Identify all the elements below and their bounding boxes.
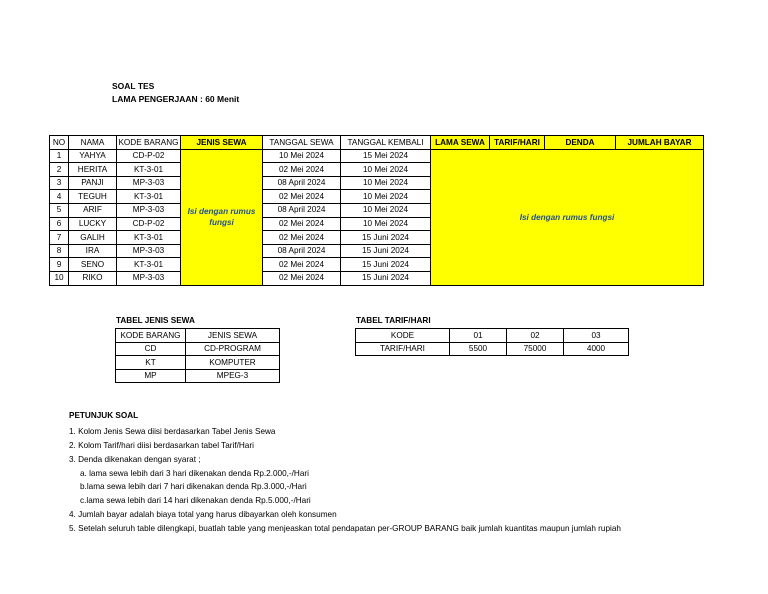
cell-tanggal-kembali: 15 Juni 2024 <box>341 258 431 272</box>
table-row <box>50 149 704 163</box>
table-row <box>356 342 629 356</box>
doc-title: SOAL TES <box>112 81 155 91</box>
cell-nama: SENO <box>69 258 117 272</box>
cell-no: 2 <box>50 163 69 177</box>
cell-tanggal-sewa: 02 Mei 2024 <box>263 217 341 231</box>
table-header-row <box>116 329 280 343</box>
cell-jenis: CD-PROGRAM <box>186 342 280 356</box>
cell-no: 10 <box>50 271 69 285</box>
header-nama: NAMA <box>69 136 117 150</box>
cell-no: 1 <box>50 149 69 163</box>
cell-nama: TEGUH <box>69 190 117 204</box>
table-row <box>116 356 280 370</box>
cell-tanggal-kembali: 15 Juni 2024 <box>341 231 431 245</box>
cell-tanggal-sewa: 02 Mei 2024 <box>263 271 341 285</box>
cell-kode: CD <box>116 342 186 356</box>
instructions-title: PETUNJUK SOAL <box>69 411 139 420</box>
instruction-line: 4. Jumlah bayar adalah biaya total yang harus dibayarkan oleh konsumen <box>69 510 337 519</box>
cell-nama: GALIH <box>69 231 117 245</box>
cell-tanggal-sewa: 02 Mei 2024 <box>263 163 341 177</box>
header-kode: KODE <box>356 329 450 343</box>
cell-kode: CD-P-02 <box>117 149 181 163</box>
cell-no: 5 <box>50 203 69 217</box>
instruction-line: 5. Setelah seluruh table dilengkapi, buatlah table yang menjeaskan total pendapatan per-GROUP BARANG baik jumlah kuantitas maupun jumlah rupiah <box>69 524 621 533</box>
cell-tanggal-kembali: 10 Mei 2024 <box>341 190 431 204</box>
header-jenis-sewa: JENIS SEWA <box>186 329 280 343</box>
header-code-01: 01 <box>450 329 507 343</box>
cell-nama: PANJI <box>69 176 117 190</box>
cell-kode: KT-3-01 <box>117 163 181 177</box>
cell-nama: LUCKY <box>69 217 117 231</box>
cell-nama: YAHYA <box>69 149 117 163</box>
cell-tanggal-sewa: 02 Mei 2024 <box>263 190 341 204</box>
cell-kode: CD-P-02 <box>117 217 181 231</box>
cell-no: 9 <box>50 258 69 272</box>
cell-tarif-01: 5500 <box>450 342 507 356</box>
header-code-03: 03 <box>564 329 629 343</box>
instruction-line: 3. Denda dikenakan dengan syarat ; <box>69 455 201 464</box>
doc-duration: LAMA PENGERJAAN : 60 Menit <box>112 94 240 104</box>
cell-no: 8 <box>50 244 69 258</box>
cell-jenis: KOMPUTER <box>186 356 280 370</box>
jenis-sewa-table-title: TABEL JENIS SEWA <box>116 316 195 325</box>
header-kode-barang: KODE BARANG <box>116 329 186 343</box>
cell-no: 4 <box>50 190 69 204</box>
instruction-line: 1. Kolom Jenis Sewa diisi berdasarkan Tabel Jenis Sewa <box>69 427 276 436</box>
rental-table <box>49 135 704 286</box>
cell-nama: HERITA <box>69 163 117 177</box>
table-row <box>116 342 280 356</box>
cell-tanggal-sewa: 08 April 2024 <box>263 244 341 258</box>
cell-no: 7 <box>50 231 69 245</box>
cell-label: TARIF/HARI <box>356 342 450 356</box>
header-denda: DENDA <box>545 136 616 150</box>
header-tarif-hari: TARIF/HARI <box>490 136 545 150</box>
table-header-row <box>356 329 629 343</box>
cell-tanggal-kembali: 15 Juni 2024 <box>341 244 431 258</box>
cell-nama: ARIF <box>69 203 117 217</box>
cell-kode: KT <box>116 356 186 370</box>
header-tanggal-kembali: TANGGAL KEMBALI <box>341 136 431 150</box>
cell-tanggal-kembali: 10 Mei 2024 <box>341 176 431 190</box>
cell-tanggal-sewa: 10 Mei 2024 <box>263 149 341 163</box>
jenis-sewa-table <box>115 328 280 383</box>
instruction-subline: c.lama sewa lebih dari 14 hari dikenakan denda Rp.5.000,-/Hari <box>80 496 311 505</box>
cell-kode: MP-3-03 <box>117 244 181 258</box>
cell-tanggal-kembali: 10 Mei 2024 <box>341 217 431 231</box>
tarif-table <box>355 328 629 356</box>
cell-kode: MP <box>116 369 186 383</box>
jenis-sewa-note: Isi dengan rumus fungsi <box>181 149 263 285</box>
cell-tanggal-kembali: 15 Juni 2024 <box>341 271 431 285</box>
table-header-row <box>50 136 704 150</box>
instruction-subline: a. lama sewa lebih dari 3 hari dikenakan denda Rp.2.000,-/Hari <box>80 469 309 478</box>
header-no: NO <box>50 136 69 150</box>
instruction-line: 2. Kolom Tarif/hari diisi berdasarkan tabel Tarif/Hari <box>69 441 254 450</box>
cell-tanggal-kembali: 10 Mei 2024 <box>341 163 431 177</box>
cell-tanggal-kembali: 15 Mei 2024 <box>341 149 431 163</box>
cell-tanggal-sewa: 08 April 2024 <box>263 203 341 217</box>
cell-nama: IRA <box>69 244 117 258</box>
table-row <box>116 369 280 383</box>
cell-kode: MP-3-03 <box>117 203 181 217</box>
cell-nama: RIKO <box>69 271 117 285</box>
cell-tanggal-sewa: 08 April 2024 <box>263 176 341 190</box>
header-code-02: 02 <box>507 329 564 343</box>
cell-tanggal-sewa: 02 Mei 2024 <box>263 231 341 245</box>
header-jenis-sewa: JENIS SEWA <box>181 136 263 150</box>
cell-no: 6 <box>50 217 69 231</box>
cell-no: 3 <box>50 176 69 190</box>
cell-kode: KT-3-01 <box>117 258 181 272</box>
cell-tarif-03: 4000 <box>564 342 629 356</box>
cell-tarif-02: 75000 <box>507 342 564 356</box>
instruction-subline: b.lama sewa lebih dari 7 hari dikenakan denda Rp.3.000,-/Hari <box>80 482 307 491</box>
cell-tanggal-kembali: 10 Mei 2024 <box>341 203 431 217</box>
cell-jenis: MPEG-3 <box>186 369 280 383</box>
header-jumlah-bayar: JUMLAH BAYAR <box>616 136 704 150</box>
cell-tanggal-sewa: 02 Mei 2024 <box>263 258 341 272</box>
header-tanggal-sewa: TANGGAL SEWA <box>263 136 341 150</box>
cell-kode: MP-3-03 <box>117 271 181 285</box>
cell-kode: MP-3-03 <box>117 176 181 190</box>
header-lama-sewa: LAMA SEWA <box>431 136 490 150</box>
cell-kode: KT-3-01 <box>117 190 181 204</box>
formula-note: Isi dengan rumus fungsi <box>431 149 704 285</box>
tarif-table-title: TABEL TARIF/HARI <box>356 316 431 325</box>
cell-kode: KT-3-01 <box>117 231 181 245</box>
header-kode-barang: KODE BARANG <box>117 136 181 150</box>
